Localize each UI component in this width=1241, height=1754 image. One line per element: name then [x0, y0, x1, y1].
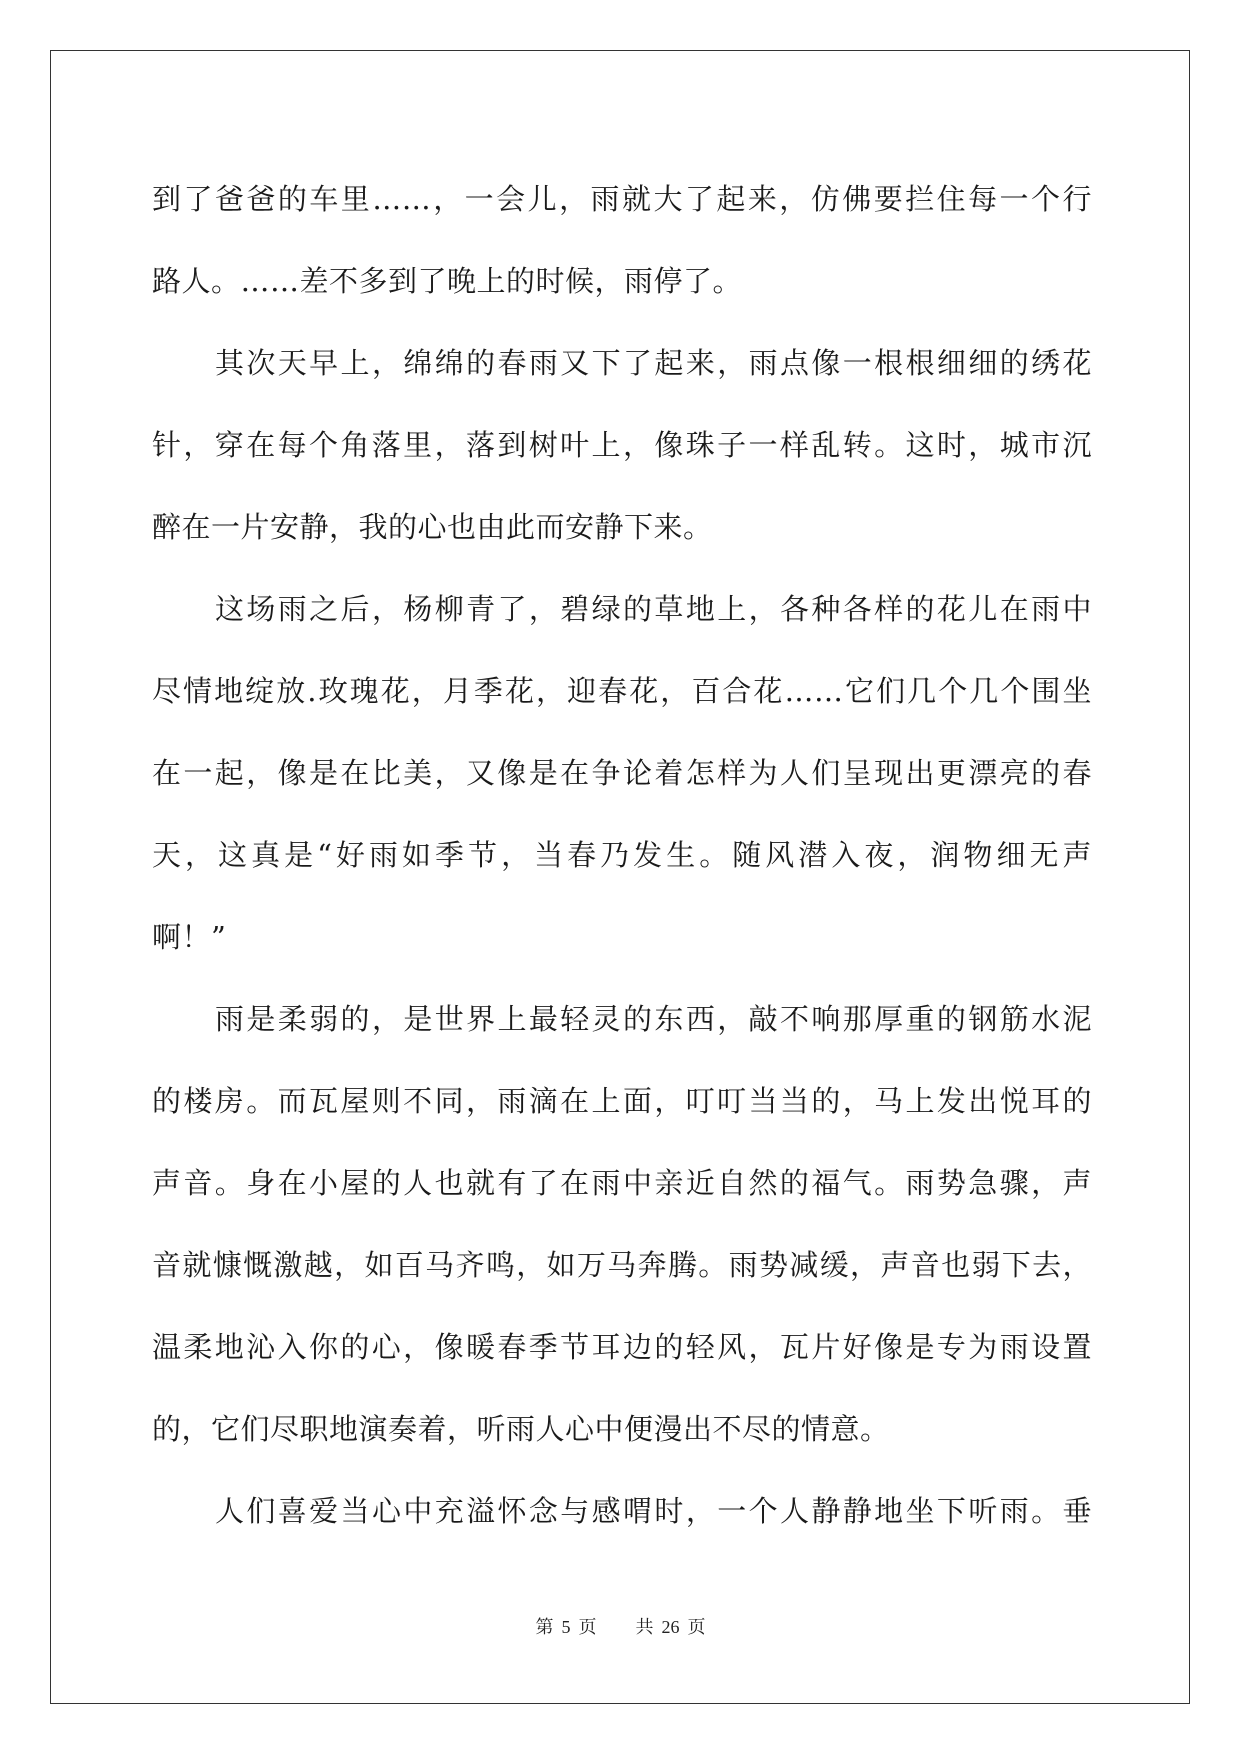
paragraph-first-line: 其次天早上，绵绵的春雨又下了起来，雨点像一根根细细的绣花 [215, 346, 1092, 380]
page-footer [0, 1613, 1241, 1639]
text-line: 温柔地沁入你的心，像暖春季节耳边的轻风，瓦片好像是专为雨设置 [152, 1330, 1092, 1364]
paragraph-first-line: 人们喜爱当心中充溢怀念与感喟时，一个人静静地坐下听雨。垂 [215, 1494, 1092, 1528]
text-line: 尽情地绽放.玫瑰花，月季花，迎春花，百合花……它们几个几个围坐 [152, 674, 1092, 708]
paragraph-first-line: 这场雨之后，杨柳青了，碧绿的草地上，各种各样的花儿在雨中 [215, 592, 1092, 626]
text-line: 的楼房。而瓦屋则不同，雨滴在上面，叮叮当当的，马上发出悦耳的 [152, 1084, 1092, 1118]
total-pages: 共 26 页 [635, 1617, 706, 1638]
text-line: 针，穿在每个角落里，落到树叶上，像珠子一样乱转。这时，城市沉 [152, 428, 1092, 462]
text-line: 在一起，像是在比美，又像是在争论着怎样为人们呈现出更漂亮的春 [152, 756, 1092, 790]
text-line: 醉在一片安静，我的心也由此而安静下来。 [152, 510, 713, 544]
text-line: 的，它们尽职地演奏着，听雨人心中便漫出不尽的情意。 [152, 1412, 890, 1446]
text-line: 啊！” [152, 920, 227, 954]
text-line: 到了爸爸的车里……，一会儿，雨就大了起来，仿佛要拦住每一个行 [152, 182, 1092, 216]
document-body [152, 158, 1092, 1552]
paragraph-first-line: 雨是柔弱的，是世界上最轻灵的东西，敲不响那厚重的钢筋水泥 [215, 1002, 1092, 1036]
text-line: 声音。身在小屋的人也就有了在雨中亲近自然的福气。雨势急骤，声 [152, 1166, 1092, 1200]
page-number: 第 5 页 [535, 1617, 597, 1638]
text-line: 天，这真是“好雨如季节，当春乃发生。随风潜入夜，润物细无声 [152, 838, 1092, 872]
text-line: 音就慷慨激越，如百马齐鸣，如万马奔腾。雨势减缓，声音也弱下去， [152, 1248, 1092, 1282]
text-line: 路人。……差不多到了晚上的时候，雨停了。 [152, 264, 743, 298]
